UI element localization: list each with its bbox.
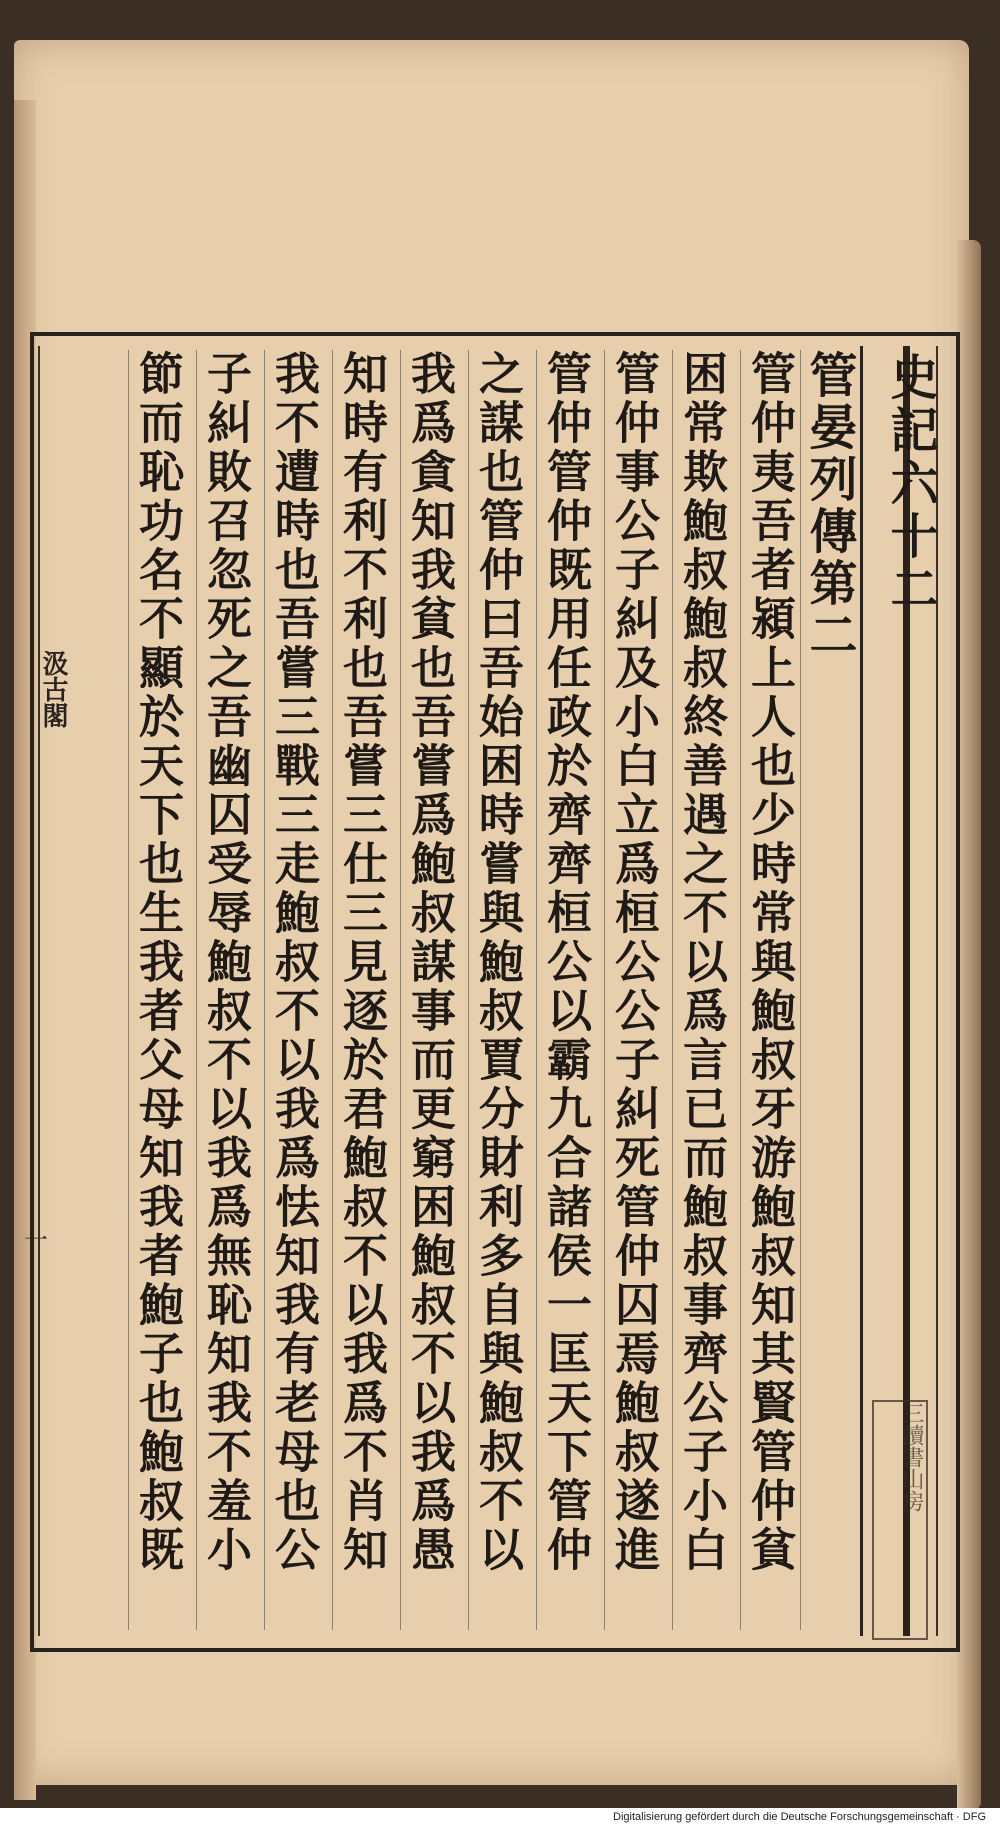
text-column-1: 管晏列傳第二 bbox=[800, 350, 857, 1630]
text-column-11: 節而恥功名不顯於天下也生我者父母知我者鮑子也鮑叔既 bbox=[128, 350, 185, 1630]
credit-bar bbox=[0, 1808, 1000, 1828]
text-column-2: 管仲夷吾者潁上人也少時常與鮑叔牙游鮑叔知其賢管仲貧 bbox=[740, 350, 797, 1630]
text-column-10: 子糾敗召忽死之吾幽囚受辱鮑叔不以我爲無恥知我不羞小 bbox=[196, 350, 253, 1630]
text-column-8: 知時有利不利也吾嘗三仕三見逐於君鮑叔不以我爲不肖知 bbox=[332, 350, 389, 1630]
credit-text: Digitalisierung gefördert durch die Deutsche Forschungsgemeinschaft · DFG bbox=[613, 1811, 986, 1823]
text-column-4: 管仲事公子糾及小白立爲桓公公子糾死管仲囚焉鮑叔遂進 bbox=[604, 350, 661, 1630]
text-column-3: 困常欺鮑叔鮑叔終善遇之不以爲言已而鮑叔事齊公子小白 bbox=[672, 350, 729, 1630]
text-column-7: 我爲貪知我貧也吾嘗爲鮑叔謀事而更窮困鮑叔不以我爲愚 bbox=[400, 350, 457, 1630]
margin-page-number: 一 bbox=[24, 1226, 48, 1254]
banxin-title: 史記六十二 bbox=[882, 352, 938, 617]
banxin-foot-seal: 三讀書山房 bbox=[872, 1400, 928, 1640]
text-column-6: 之謀也管仲曰吾始困時嘗與鮑叔賈分財利多自與鮑叔不以 bbox=[468, 350, 525, 1630]
page-edge-right bbox=[957, 240, 981, 1810]
margin-stamp: 汲古閣 bbox=[38, 650, 68, 728]
text-column-9: 我不遭時也吾嘗三戰三走鮑叔不以我爲怯知我有老母也公 bbox=[264, 350, 321, 1630]
text-column-5: 管仲管仲既用任政於齊齊桓公以霸九合諸侯一匡天下管仲 bbox=[536, 350, 593, 1630]
